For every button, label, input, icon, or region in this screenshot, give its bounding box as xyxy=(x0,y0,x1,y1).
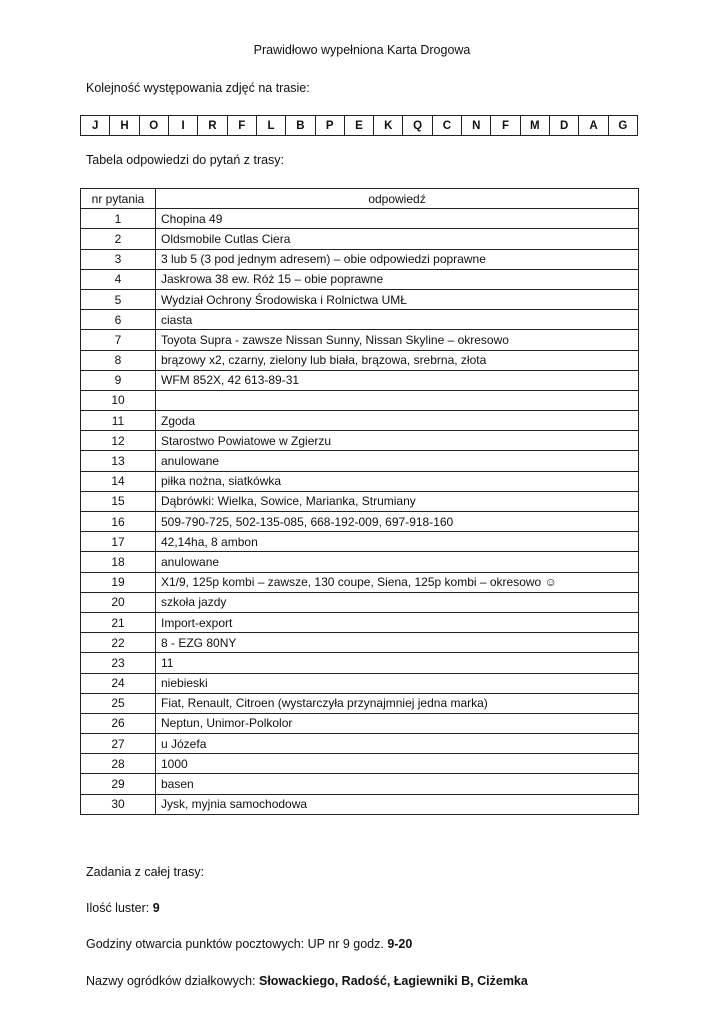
table-row xyxy=(81,592,639,612)
question-number-cell: 14 xyxy=(81,471,156,491)
answer-cell: Fiat, Renault, Citroen (wystarczyła przynajmniej jedna marka) xyxy=(156,693,639,713)
question-number-cell: 12 xyxy=(81,431,156,451)
question-number-cell: 2 xyxy=(81,229,156,249)
table-row xyxy=(81,754,639,774)
table-row xyxy=(81,653,639,673)
table-row xyxy=(81,310,639,330)
answer-cell: Jaskrowa 38 ew. Róż 15 – obie poprawne xyxy=(156,269,639,289)
answer-cell xyxy=(156,390,639,410)
answer-cell: Neptun, Unimor-Polkolor xyxy=(156,713,639,733)
post-hours-value: 9-20 xyxy=(387,937,413,951)
answers-heading: Tabela odpowiedzi do pytań z trasy: xyxy=(86,153,285,167)
photo-order-cell: E xyxy=(344,116,373,136)
question-number-cell: 30 xyxy=(81,794,156,814)
question-number-cell: 11 xyxy=(81,411,156,431)
photo-order-cell: I xyxy=(168,116,197,136)
answer-cell: Dąbrówki: Wielka, Sowice, Marianka, Strumiany xyxy=(156,491,639,511)
photo-order-table xyxy=(80,115,638,136)
post-hours-label: Godziny otwarcia punktów pocztowych: UP nr 9 godz. xyxy=(86,937,388,951)
question-number-cell: 18 xyxy=(81,552,156,572)
table-row xyxy=(81,390,639,410)
question-number-cell: 16 xyxy=(81,512,156,532)
question-number-cell: 21 xyxy=(81,612,156,632)
table-row xyxy=(81,552,639,572)
question-number-cell: 3 xyxy=(81,249,156,269)
question-number-cell: 9 xyxy=(81,370,156,390)
answer-cell: WFM 852X, 42 613-89-31 xyxy=(156,370,639,390)
photo-order-cell: D xyxy=(550,116,579,136)
question-number-cell: 19 xyxy=(81,572,156,592)
table-row xyxy=(81,512,639,532)
answer-cell: 8 - EZG 80NY xyxy=(156,633,639,653)
question-number-cell: 20 xyxy=(81,592,156,612)
answer-cell: Zgoda xyxy=(156,411,639,431)
photo-order-cell: N xyxy=(462,116,491,136)
post-hours-line xyxy=(86,937,412,951)
photo-order-cell: L xyxy=(256,116,285,136)
answer-cell: piłka nożna, siatkówka xyxy=(156,471,639,491)
answer-cell: Jysk, myjnia samochodowa xyxy=(156,794,639,814)
question-number-cell: 26 xyxy=(81,713,156,733)
photo-order-cell: A xyxy=(579,116,608,136)
answer-cell: ciasta xyxy=(156,310,639,330)
table-row xyxy=(81,229,639,249)
photo-order-cell: F xyxy=(491,116,520,136)
answer-cell: brązowy x2, czarny, zielony lub biała, brązowa, srebrna, złota xyxy=(156,350,639,370)
page-title: Prawidłowo wypełniona Karta Drogowa xyxy=(253,43,471,57)
table-row xyxy=(81,209,639,229)
answer-cell: 11 xyxy=(156,653,639,673)
question-number-cell: 17 xyxy=(81,532,156,552)
photo-order-cell: K xyxy=(374,116,403,136)
table-row xyxy=(81,532,639,552)
answer-cell: szkoła jazdy xyxy=(156,592,639,612)
table-row xyxy=(81,633,639,653)
gardens-line xyxy=(86,974,528,988)
photo-order-cell: O xyxy=(139,116,168,136)
table-row xyxy=(81,350,639,370)
header-answer: odpowiedź xyxy=(156,189,639,209)
table-row xyxy=(81,713,639,733)
order-heading: Kolejność występowania zdjęć na trasie: xyxy=(86,81,310,95)
answers-header-row xyxy=(81,189,639,209)
question-number-cell: 13 xyxy=(81,451,156,471)
photo-order-cell: M xyxy=(520,116,549,136)
photo-order-cell: F xyxy=(227,116,256,136)
answer-cell: 509-790-725, 502-135-085, 668-192-009, 697-918-160 xyxy=(156,512,639,532)
table-row xyxy=(81,269,639,289)
answer-cell: Wydział Ochrony Środowiska i Rolnictwa UMŁ xyxy=(156,289,639,309)
answer-cell: Import-export xyxy=(156,612,639,632)
answer-cell: Chopina 49 xyxy=(156,209,639,229)
answers-body xyxy=(81,209,639,815)
table-row xyxy=(81,673,639,693)
answer-cell: anulowane xyxy=(156,451,639,471)
question-number-cell: 23 xyxy=(81,653,156,673)
question-number-cell: 1 xyxy=(81,209,156,229)
table-row xyxy=(81,370,639,390)
gardens-label: Nazwy ogródków działkowych: xyxy=(86,974,259,988)
table-row xyxy=(81,289,639,309)
answer-cell: 42,14ha, 8 ambon xyxy=(156,532,639,552)
tasks-heading: Zadania z całej trasy: xyxy=(86,865,205,879)
answers-table xyxy=(80,188,639,815)
question-number-cell: 6 xyxy=(81,310,156,330)
mirrors-label: Ilość luster: xyxy=(86,901,153,915)
question-number-cell: 22 xyxy=(81,633,156,653)
table-row xyxy=(81,451,639,471)
answer-cell: 1000 xyxy=(156,754,639,774)
table-row xyxy=(81,471,639,491)
answer-cell: 3 lub 5 (3 pod jednym adresem) – obie odpowiedzi poprawne xyxy=(156,249,639,269)
question-number-cell: 8 xyxy=(81,350,156,370)
question-number-cell: 24 xyxy=(81,673,156,693)
photo-order-cell: J xyxy=(81,116,110,136)
question-number-cell: 10 xyxy=(81,390,156,410)
answer-cell: basen xyxy=(156,774,639,794)
table-row xyxy=(81,249,639,269)
table-row xyxy=(81,572,639,592)
table-row xyxy=(81,330,639,350)
answer-cell: niebieski xyxy=(156,673,639,693)
table-row xyxy=(81,693,639,713)
question-number-cell: 15 xyxy=(81,491,156,511)
photo-order-cell: H xyxy=(110,116,139,136)
photo-order-cell: R xyxy=(198,116,227,136)
mirrors-line xyxy=(86,901,160,915)
photo-order-cell: Q xyxy=(403,116,432,136)
question-number-cell: 7 xyxy=(81,330,156,350)
question-number-cell: 29 xyxy=(81,774,156,794)
question-number-cell: 25 xyxy=(81,693,156,713)
table-row xyxy=(81,794,639,814)
question-number-cell: 4 xyxy=(81,269,156,289)
answer-cell: X1/9, 125p kombi – zawsze, 130 coupe, Siena, 125p kombi – okresowo ☺ xyxy=(156,572,639,592)
photo-order-cell: B xyxy=(286,116,315,136)
photo-order-row xyxy=(81,116,638,136)
table-row xyxy=(81,491,639,511)
header-question-number: nr pytania xyxy=(81,189,156,209)
photo-order-cell: G xyxy=(608,116,637,136)
answer-cell: u Józefa xyxy=(156,734,639,754)
photo-order-cell: P xyxy=(315,116,344,136)
table-row xyxy=(81,411,639,431)
mirrors-value: 9 xyxy=(152,901,160,915)
gardens-value: Słowackiego, Radość, Łagiewniki B, Ciżemka xyxy=(259,974,528,988)
table-row xyxy=(81,774,639,794)
table-row xyxy=(81,612,639,632)
answer-cell: Toyota Supra - zawsze Nissan Sunny, Nissan Skyline – okresowo xyxy=(156,330,639,350)
answer-cell: Starostwo Powiatowe w Zgierzu xyxy=(156,431,639,451)
question-number-cell: 27 xyxy=(81,734,156,754)
table-row xyxy=(81,431,639,451)
answer-cell: Oldsmobile Cutlas Ciera xyxy=(156,229,639,249)
table-row xyxy=(81,734,639,754)
question-number-cell: 5 xyxy=(81,289,156,309)
question-number-cell: 28 xyxy=(81,754,156,774)
photo-order-cell: C xyxy=(432,116,461,136)
answer-cell: anulowane xyxy=(156,552,639,572)
